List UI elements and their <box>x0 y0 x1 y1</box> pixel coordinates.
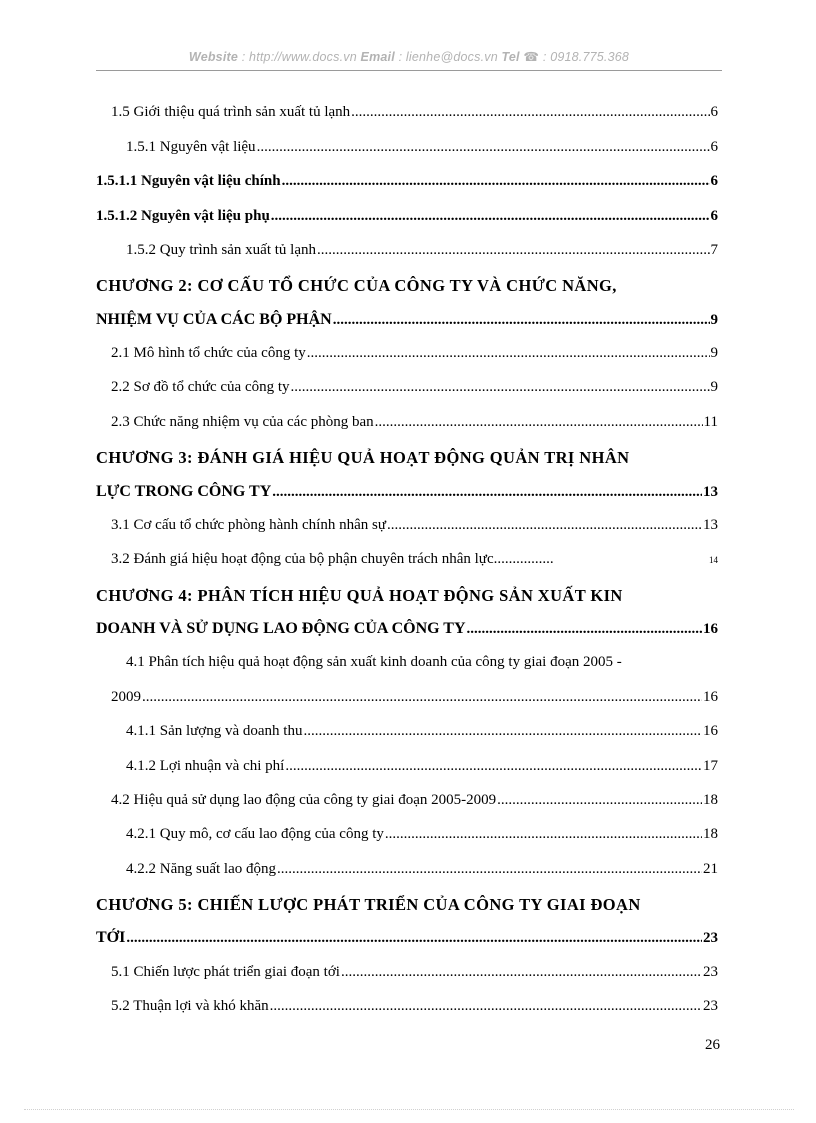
toc-entry-title: 4.2.2 Năng suất lao động <box>126 861 276 877</box>
toc-entry-title: DOANH VÀ SỬ DỤNG LAO ĐỘNG CỦA CÔNG TY <box>96 620 466 637</box>
toc-leader <box>282 173 710 190</box>
toc-entry-title: 3.2 Đánh giá hiệu hoạt động của bộ phận chuyên trách nhân lực <box>111 551 494 567</box>
toc-entry-page: 7 <box>710 242 718 258</box>
toc-entry-title: 1.5.2 Quy trình sản xuất tủ lạnh <box>126 242 316 258</box>
toc-chapter-heading[interactable] <box>96 448 718 472</box>
email-label: Email <box>360 50 395 64</box>
toc-entry-page: 6 <box>710 208 718 224</box>
toc-entry-title: CHƯƠNG 5: CHIẾN LƯỢC PHÁT TRIỂN CỦA CÔNG TY GIAI ĐOẠN <box>96 895 641 914</box>
toc-entry[interactable] <box>96 311 718 335</box>
toc-entry[interactable] <box>111 551 718 575</box>
toc-entry-page: 13 <box>703 484 718 500</box>
toc-entry-title: TỚI <box>96 929 126 946</box>
toc-entry[interactable] <box>111 998 718 1022</box>
header-divider <box>96 70 722 71</box>
toc-chapter-heading[interactable] <box>96 276 718 300</box>
toc-entry[interactable] <box>96 483 718 507</box>
toc-entry-page: 23 <box>703 964 718 980</box>
toc-leader <box>385 826 702 843</box>
toc-entry[interactable] <box>126 723 718 747</box>
toc-leader <box>126 930 702 947</box>
toc-entry-title: 2.1 Mô hình tổ chức của công ty <box>111 345 306 361</box>
toc-entry-page: 18 <box>703 792 718 808</box>
toc-entry[interactable] <box>111 964 718 988</box>
toc-entry[interactable] <box>111 379 718 403</box>
toc-entry-title: 1.5 Giới thiệu quá trình sản xuất tủ lạnh <box>111 104 351 120</box>
toc-entry-title: 4.2 Hiệu quả sử dụng lao động của công ty giai đoạn 2005-2009 <box>111 792 497 808</box>
toc-entry-title: 1.5.1.2 Nguyên vật liệu phụ <box>96 208 270 224</box>
toc-entry-title: 5.1 Chiến lược phát triển giai đoạn tới <box>111 964 340 980</box>
toc-entry[interactable] <box>126 826 718 850</box>
toc-entry-title: 3.1 Cơ cấu tổ chức phòng hành chính nhân sự <box>111 517 386 533</box>
toc-entry-page: 13 <box>703 517 718 533</box>
toc-leader <box>317 242 710 259</box>
toc-leader <box>277 861 702 878</box>
toc-entry-page: 11 <box>703 414 718 430</box>
toc-entry-page: 18 <box>703 826 718 842</box>
toc-entry-title: CHƯƠNG 4: PHÂN TÍCH HIỆU QUẢ HOẠT ĐỘNG SẢN XUẤT KIN <box>96 586 623 605</box>
toc-entry-title: 2009 <box>111 689 141 705</box>
email-address: : lienhe@docs.vn <box>394 50 502 64</box>
toc-entry-page: 14 <box>709 555 718 565</box>
toc-entry[interactable] <box>126 654 720 678</box>
toc-entry[interactable] <box>111 414 718 438</box>
toc-leader <box>307 345 710 362</box>
toc-entry-title: 4.2.1 Quy mô, cơ cấu lao động của công ty <box>126 826 384 842</box>
toc-entry-page: 17 <box>703 758 718 774</box>
toc-entry[interactable] <box>126 758 718 782</box>
tel-number: ☎ : 0918.775.368 <box>519 50 630 64</box>
website-url: : http://www.docs.vn <box>238 50 361 64</box>
toc-entry-page: 21 <box>703 861 718 877</box>
toc-entry[interactable] <box>111 689 718 713</box>
toc-entry[interactable] <box>126 861 718 885</box>
toc-leader <box>291 379 710 396</box>
toc-entry-page: 16 <box>703 723 718 739</box>
page-bottom-divider <box>24 1109 794 1110</box>
toc-leader <box>341 964 702 981</box>
toc-entry-page: 6 <box>710 173 718 189</box>
toc-entry[interactable] <box>96 929 718 953</box>
toc-leader: ................ <box>493 551 554 567</box>
toc-leader <box>333 312 710 329</box>
toc-leader <box>257 139 710 156</box>
page-header <box>96 49 722 64</box>
toc-entry-page: 23 <box>703 930 718 946</box>
toc-entry[interactable] <box>96 620 718 644</box>
toc-leader <box>303 723 702 740</box>
toc-entry[interactable] <box>96 173 718 197</box>
toc-chapter-heading[interactable] <box>96 586 718 610</box>
website-label: Website <box>188 50 239 64</box>
toc-entry-title: 1.5.1.1 Nguyên vật liệu chính <box>96 173 281 189</box>
toc-entry[interactable] <box>111 104 718 128</box>
toc-entry-page: 9 <box>710 345 718 361</box>
toc-leader <box>375 414 703 431</box>
toc-entry-page: 9 <box>710 312 718 328</box>
toc-entry[interactable] <box>111 345 718 369</box>
toc-leader <box>351 104 709 121</box>
toc-entry[interactable] <box>126 242 718 266</box>
toc-entry-title: CHƯƠNG 3: ĐÁNH GIÁ HIỆU QUẢ HOẠT ĐỘNG QUẢN TRỊ NHÂN <box>96 448 630 467</box>
toc-entry[interactable] <box>96 208 718 232</box>
toc-entry-title: 5.2 Thuận lợi và khó khăn <box>111 998 269 1014</box>
toc-leader <box>285 758 702 775</box>
toc-entry-title: LỰC TRONG CÔNG TY <box>96 483 272 500</box>
toc-leader <box>271 208 710 225</box>
toc-entry-page: 9 <box>710 379 718 395</box>
toc-entry-title: NHIỆM VỤ CỦA CÁC BỘ PHẬN <box>96 311 332 328</box>
toc-leader <box>387 517 702 534</box>
toc-entry-page: 6 <box>710 104 718 120</box>
toc-entry-title: 2.2 Sơ đồ tổ chức của công ty <box>111 379 290 395</box>
toc-leader <box>142 689 702 706</box>
toc-leader <box>497 792 702 809</box>
toc-entry[interactable] <box>111 792 718 816</box>
toc-entry-title: 1.5.1 Nguyên vật liệu <box>126 139 256 155</box>
toc-leader <box>270 998 702 1015</box>
toc-entry-title: CHƯƠNG 2: CƠ CẤU TỔ CHỨC CỦA CÔNG TY VÀ CHỨC NĂNG, <box>96 276 617 295</box>
toc-entry-title: 4.1.1 Sản lượng và doanh thu <box>126 723 303 739</box>
toc-entry-title: 2.3 Chức năng nhiệm vụ của các phòng ban <box>111 414 374 430</box>
toc-entry-title: 4.1.2 Lợi nhuận và chi phí <box>126 758 285 774</box>
page-number: 26 <box>705 1037 720 1053</box>
toc-entry-page: 16 <box>703 621 718 637</box>
toc-entry-page: 6 <box>710 139 718 155</box>
toc-entry-title: 4.1 Phân tích hiệu quả hoạt động sản xuất kinh doanh của công ty giai đoạn 2005 - <box>126 654 622 670</box>
toc-entry-page: 23 <box>703 998 718 1014</box>
toc-entry-page: 16 <box>703 689 718 705</box>
toc-leader <box>467 621 702 638</box>
toc-entry[interactable] <box>111 517 718 541</box>
toc-entry[interactable] <box>126 139 718 163</box>
tel-label: Tel <box>501 50 520 64</box>
toc-chapter-heading[interactable] <box>96 895 718 919</box>
toc-leader <box>272 484 702 501</box>
